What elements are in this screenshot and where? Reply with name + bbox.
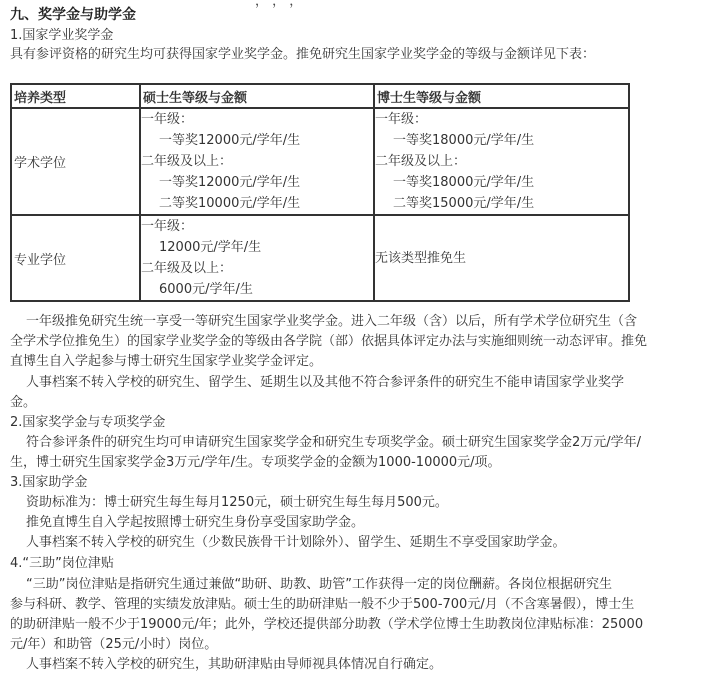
paragraph-line: 参与科研、教学、管理的实绩发放津贴。硕士生的助研津贴一般不少于500-700元/月（不含寒暑假），博士生 (10, 597, 635, 612)
doctor-amounts-professional (374, 215, 629, 301)
paragraph-line: 的助研津贴一般不少于19000元/年；此外，学校还提供部分助教（学术学位博士生助教岗位津贴标准：25000 (10, 617, 644, 632)
table-header-row (11, 84, 629, 108)
paragraph-line: 全学术学位推免生）的国家学业奖学金的等级由各学院（部）依据具体评定办法与实施细则统一动态评审。推免 (10, 334, 648, 349)
paragraph-line: 人事档案不转入学校的研究生，其助研津贴由导师视具体情况自行确定。 (26, 657, 443, 672)
paragraph-line: 人事档案不转入学校的研究生、留学生、延期生以及其他不符合参评条件的研究生不能申请国家学业奖学 (26, 375, 625, 390)
cell-line: 一等奖18000元/学年/生 (393, 133, 535, 148)
intro-paragraph: 具有参评资格的研究生均可获得国家学业奖学金。推免研究生国家学业奖学金的等级与金额详见下表： (10, 47, 596, 62)
cell-line: 一年级： (141, 112, 194, 127)
paragraph-line: 金。 (10, 395, 37, 410)
table-row (11, 108, 629, 215)
paragraph-line: 符合参评条件的研究生均可申请研究生国家奖学金和研究生专项奖学金。硕士研究生国家奖学金2万元/学年/ (26, 435, 642, 450)
cell-line: 6000元/学年/生 (159, 282, 253, 297)
paragraph-line: 元/年）和助管（25元/小时）岗位。 (10, 637, 218, 652)
cropped-top-text: ， ， ， (255, 0, 303, 9)
cell-line: 二等奖15000元/学年/生 (393, 196, 535, 211)
scholarship-table (10, 83, 630, 302)
cell-line: 一年级： (375, 112, 428, 127)
cell-line: 二年级及以上： (375, 154, 467, 169)
cell-line: 一等奖12000元/学年/生 (159, 175, 301, 190)
paragraph-line: 一年级推免研究生统一享受一等研究生国家学业奖学金。进入二年级（含）以后，所有学术学位研究生（含 (26, 314, 638, 329)
row-type-professional: 专业学位 (11, 215, 140, 301)
paragraph-line: 资助标准为：博士研究生每生每月1250元，硕士研究生每生每月500元。 (26, 495, 448, 510)
section-heading: 九、奖学金与助学金 (10, 7, 136, 23)
cell-line: 一等奖12000元/学年/生 (159, 133, 301, 148)
subheading-national-grant: 3.国家助学金 (10, 475, 88, 490)
subheading-assistant-allowance: 4.“三助”岗位津贴 (10, 556, 114, 571)
paragraph-line: 推免直博生自入学起按照博士研究生身份享受国家助学金。 (26, 515, 365, 530)
header-doctor: 博士生等级与金额 (374, 84, 629, 108)
master-amounts-academic (140, 108, 374, 215)
subheading-national-scholarship: 2.国家奖学金与专项奖学金 (10, 415, 166, 430)
cell-line: 12000元/学年/生 (159, 240, 262, 255)
cell-line: 一等奖18000元/学年/生 (393, 175, 535, 190)
subheading-academic-scholarship: 1.国家学业奖学金 (10, 28, 114, 43)
cell-line: 二年级及以上： (141, 154, 233, 169)
paragraph-line: 生，博士研究生国家奖学金3万元/学年/生。专项奖学金的金额为1000-10000元/项。 (10, 455, 501, 470)
cell-line: 无该类型推免生 (375, 250, 467, 266)
table-row (11, 215, 629, 301)
master-amounts-professional (140, 215, 374, 301)
paragraph-line: 直博生自入学起参与博士研究生国家学业奖学金评定。 (10, 354, 323, 369)
header-master: 硕士生等级与金额 (140, 84, 374, 108)
paragraph-line: “三助”岗位津贴是指研究生通过兼做“助研、助教、助管”工作获得一定的岗位酬薪。各岗位根据研究生 (26, 577, 612, 592)
header-type: 培养类型 (11, 84, 140, 108)
cell-line: 一年级： (141, 219, 194, 234)
paragraph-line: 人事档案不转入学校的研究生（少数民族骨干计划除外）、留学生、延期生不享受国家助学金。 (26, 535, 566, 550)
cell-line: 二等奖10000元/学年/生 (159, 196, 301, 211)
row-type-academic: 学术学位 (11, 108, 140, 215)
doctor-amounts-academic (374, 108, 629, 215)
cell-line: 二年级及以上： (141, 261, 233, 276)
